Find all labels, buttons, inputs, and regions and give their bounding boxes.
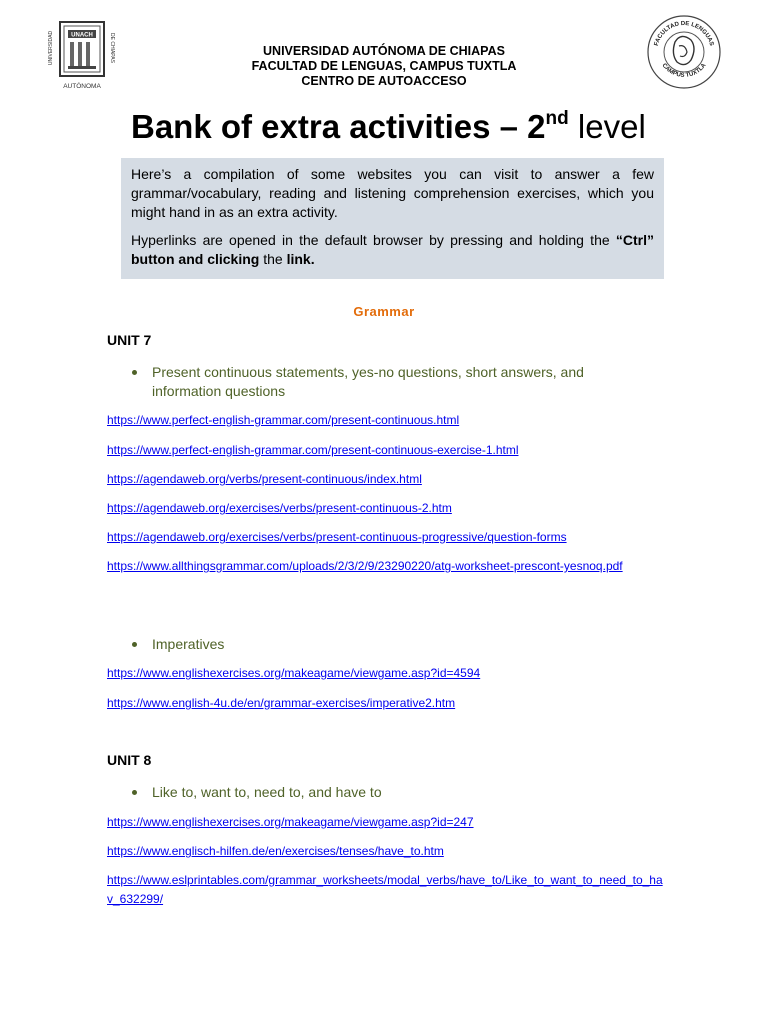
seal-bottom-text: CAMPUS TUXTLA <box>660 62 708 79</box>
exercise-link[interactable]: https://www.englisch-hilfen.de/en/exercises/tenses/have_to.htm <box>107 844 444 858</box>
logo-left-side-text: UNIVERSIDAD <box>48 30 54 66</box>
instructions-paragraph <box>131 231 654 269</box>
exercise-link[interactable]: https://www.englishexercises.org/makeagame/viewgame.asp?id=247 <box>107 815 474 829</box>
exercise-link[interactable]: https://agendaweb.org/exercises/verbs/present-continuous-progressive/question-forms <box>107 530 567 544</box>
logo-left-top-text: UNACH <box>71 32 93 39</box>
logo-left-bottom-text: AUTÓNOMA <box>63 83 101 90</box>
exercise-link[interactable]: https://agendaweb.org/exercises/verbs/present-continuous-2.htm <box>107 501 452 515</box>
bullet-dot-icon <box>132 790 137 795</box>
title-superscript: nd <box>545 108 569 129</box>
exercise-link[interactable]: https://www.allthingsgrammar.com/uploads/2/3/2/9/23290220/atg-worksheet-prescont-yesnoq.pdf <box>107 559 623 573</box>
topic-bullet <box>132 635 632 654</box>
topic-bullet <box>132 363 632 401</box>
university-header <box>0 44 768 89</box>
instructions-bold-link: link. <box>286 251 315 267</box>
topic-label: Imperatives <box>152 636 225 652</box>
header-line-faculty: FACULTAD DE LENGUAS, CAMPUS TUXTLA <box>251 59 517 73</box>
bullet-dot-icon <box>132 370 137 375</box>
logo-left-side-text-2: DE CHIAPAS <box>109 33 115 63</box>
instructions-text-mid: the <box>259 251 287 267</box>
topic-bullet <box>132 783 632 802</box>
exercise-link[interactable]: https://www.perfect-english-grammar.com/present-continuous.html <box>107 413 460 427</box>
topic-label: Like to, want to, need to, and have to <box>152 784 382 800</box>
exercise-link[interactable]: https://agendaweb.org/verbs/present-continuous/index.html <box>107 472 422 486</box>
seal-top-text: FACULTAD DE LENGUAS <box>653 20 715 47</box>
intro-paragraph: Here’s a compilation of some websites you can visit to answer a few grammar/vocabulary, reading and listening comprehension exercises, which you might hand in as an extra activity. <box>131 166 654 220</box>
page-title <box>131 108 646 146</box>
exercise-link[interactable]: https://www.perfect-english-grammar.com/present-continuous-exercise-1.html <box>107 443 519 457</box>
header-line-center: CENTRO DE AUTOACCESO <box>301 74 467 88</box>
unit-heading: UNIT 7 <box>107 332 152 348</box>
title-tail: level <box>568 108 646 145</box>
unit-heading: UNIT 8 <box>107 752 152 768</box>
title-main: Bank of extra activities – 2 <box>131 108 546 145</box>
exercise-link[interactable]: https://www.english-4u.de/en/grammar-exercises/imperative2.htm <box>107 696 456 710</box>
bullet-dot-icon <box>132 642 137 647</box>
section-title-grammar: Grammar <box>353 304 415 319</box>
header-line-university: UNIVERSIDAD AUTÓNOMA DE CHIAPAS <box>263 44 505 58</box>
instructions-text: Hyperlinks are opened in the default browser by pressing and holding the <box>131 232 616 248</box>
instructions-bold-ctrl: “Ctrl” button and clicking <box>131 232 654 267</box>
exercise-link[interactable]: https://www.eslprintables.com/grammar_worksheets/modal_verbs/have_to/Like_to_want_to_need_to_hav_632299/ <box>107 873 663 906</box>
topic-label: Present continuous statements, yes-no questions, short answers, and information questions <box>152 364 584 399</box>
exercise-link[interactable]: https://www.englishexercises.org/makeagame/viewgame.asp?id=4594 <box>107 666 481 680</box>
intro-box <box>121 158 664 279</box>
